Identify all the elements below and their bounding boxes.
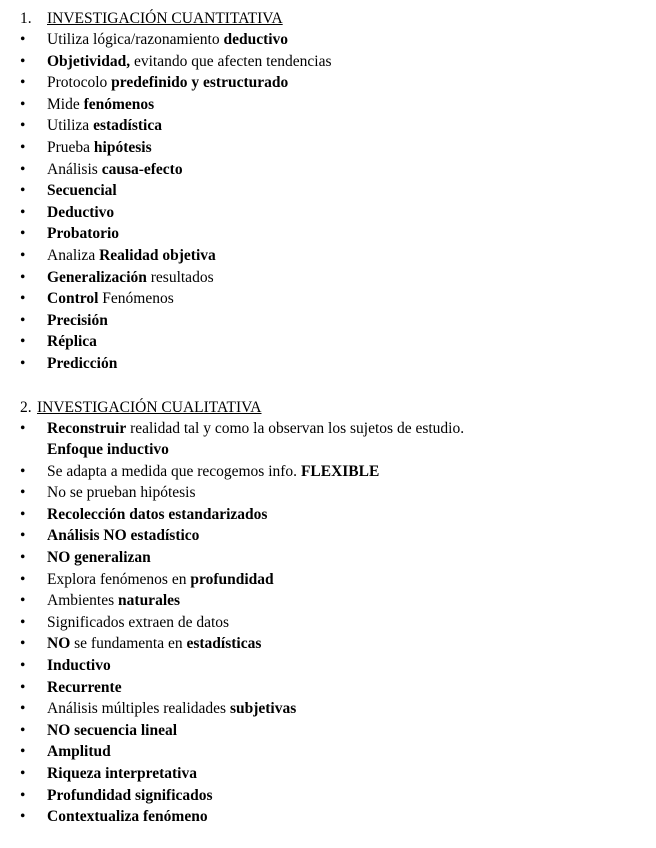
list-item [0,223,656,245]
bold-text-run: Control [47,290,99,308]
bold-text-run: NO generalizan [47,549,151,567]
bullet-icon: • [20,268,26,286]
list-item [0,353,656,375]
bold-text-run: Réplica [47,333,97,351]
bold-text-run: Enfoque inductivo [47,441,169,459]
text-run: Utiliza [47,117,94,135]
list-item-text [47,418,507,461]
list-item-text [47,463,379,480]
list-item-text [47,31,288,48]
list-item [0,245,656,267]
list-item [0,590,656,612]
text-run: Análisis múltiples realidades [47,700,230,718]
bullet-icon: • [20,290,26,308]
text-run: Fenómenos [98,290,174,308]
list-item-text [47,657,111,674]
section-2-bullet-list [0,418,656,828]
section-2-title: INVESTIGACIÓN CUALITATIVA [37,398,262,416]
bullet-icon: • [20,484,26,502]
list-item-text [47,722,177,739]
bold-text-run: Predicción [47,354,118,372]
bullet-icon: • [20,160,26,178]
bullet-icon: • [20,505,26,523]
list-item [0,785,656,807]
section-2-heading [0,397,656,418]
text-run: No se prueban hipótesis [47,484,196,502]
bold-text-run: Recurrente [47,678,122,696]
list-item-text [47,614,229,631]
list-item-text [47,96,154,113]
list-item [0,741,656,763]
bullet-icon: • [20,95,26,113]
list-item [0,612,656,634]
list-item-text [47,592,180,609]
list-item-text [47,333,97,350]
list-item-text [47,312,108,329]
bold-text-run: Contextualiza fenómeno [47,808,208,826]
bullet-icon: • [20,311,26,329]
list-item-text [47,635,261,652]
list-item-text [47,53,332,70]
list-item-text [47,549,151,566]
list-item [0,267,656,289]
list-item [0,159,656,181]
list-item-text [47,355,117,372]
list-item-text [47,808,208,825]
text-run: Mide [47,95,84,113]
text-run: Prueba [47,138,94,156]
text-run: realidad tal y como la observan los sujetos de estudio. [126,419,465,437]
section-2-number: 2. [20,398,32,416]
text-run: Significados extraen de datos [47,613,230,631]
text-run: Protocolo [47,74,112,92]
list-item [0,698,656,720]
bullet-icon: • [20,246,26,264]
list-item [0,202,656,224]
text-run: Analiza [47,246,100,264]
list-item-text [47,484,196,501]
bullet-icon: • [20,31,26,48]
bold-text-run: Recolección datos estandarizados [47,505,268,523]
bullet-icon: • [20,354,26,372]
list-item [0,29,656,51]
list-item-text [47,117,162,134]
list-item-text [47,204,114,221]
bold-text-run: naturales [118,592,181,610]
list-item-text [47,571,274,588]
section-1-heading [0,8,656,29]
bullet-icon: • [20,700,26,718]
bold-text-run: Generalización [47,268,147,286]
list-item-text [47,765,197,782]
bullet-icon: • [20,182,26,200]
bullet-icon: • [20,678,26,696]
list-item [0,655,656,677]
bold-text-run: estadística [93,117,162,135]
list-item-text [47,161,183,178]
bullet-icon: • [20,743,26,761]
list-item [0,482,656,504]
bold-text-run: Objetividad, [47,52,131,70]
list-item-text [47,743,111,760]
section-1-bullet-list [0,29,656,375]
bold-text-run: hipótesis [93,138,152,156]
bold-text-run: NO secuencia lineal [47,721,178,739]
text-run: Se adapta a medida que recogemos info. [47,462,301,480]
bullet-icon: • [20,74,26,92]
bold-text-run: Realidad objetiva [99,246,216,264]
list-item-text [47,247,216,264]
document-page [0,8,656,828]
list-item-text [47,290,174,307]
bullet-icon: • [20,721,26,739]
bullet-icon: • [20,786,26,804]
bold-text-run: predefinido y estructurado [111,74,289,92]
list-item [0,504,656,526]
list-item [0,180,656,202]
list-item [0,137,656,159]
list-item [0,633,656,655]
list-item [0,288,656,310]
section-1-number: 1. [20,10,32,27]
bullet-icon: • [20,138,26,156]
bold-text-run: profundidad [190,570,274,588]
text-run: resultados [146,268,214,286]
bullet-icon: • [20,527,26,545]
list-item-text [47,506,267,523]
bold-text-run: Reconstruir [47,419,127,437]
list-item-text [47,269,214,286]
bold-text-run: NO [47,635,71,653]
bullet-icon: • [20,203,26,221]
bullet-icon: • [20,570,26,588]
list-item-text [47,74,288,91]
list-item [0,94,656,116]
bullet-icon: • [20,657,26,675]
list-item-text [47,182,117,199]
bullet-icon: • [20,765,26,782]
list-item [0,461,656,483]
list-item [0,569,656,591]
list-item-text [47,787,213,804]
bold-text-run: Secuencial [47,182,117,200]
list-item-text [47,527,199,544]
bold-text-run: Precisión [47,311,108,329]
list-item [0,331,656,353]
text-run: evitando que afecten tendencias [130,52,332,70]
bold-text-run: FLEXIBLE [300,462,380,480]
list-item [0,525,656,547]
text-run: Análisis [47,160,102,178]
text-run: Utiliza lógica/razonamiento [47,31,224,48]
bold-text-run: Inductivo [47,657,111,675]
bold-text-run: Riqueza interpretativa [47,765,197,782]
list-item-text [47,139,152,156]
bold-text-run: Amplitud [47,743,111,761]
bullet-icon: • [20,117,26,135]
bullet-icon: • [20,333,26,351]
list-item [0,418,656,461]
list-item [0,115,656,137]
list-item-text [47,225,119,242]
bullet-icon: • [20,592,26,610]
bold-text-run: Análisis NO estadístico [47,527,200,545]
list-item [0,806,656,828]
bold-text-run: Probatorio [47,225,120,243]
bullet-icon: • [20,549,26,567]
bullet-icon: • [20,419,26,437]
bullet-icon: • [20,52,26,70]
section-1-title: INVESTIGACIÓN CUANTITATIVA [47,10,283,27]
list-item-text [47,679,122,696]
text-run: se fundamenta en [70,635,187,653]
list-item [0,547,656,569]
bold-text-run: fenómenos [83,95,155,113]
bold-text-run: subjetivas [229,700,297,718]
list-item [0,310,656,332]
bullet-icon: • [20,808,26,826]
text-run: Ambientes [47,592,119,610]
bullet-icon: • [20,613,26,631]
bullet-icon: • [20,462,26,480]
bold-text-run: deductivo [223,31,289,48]
text-run: Explora fenómenos en [47,570,191,588]
bold-text-run: Profundidad significados [47,786,213,804]
list-item [0,763,656,785]
bold-text-run: causa-efecto [101,160,183,178]
list-item [0,51,656,73]
list-item [0,72,656,94]
bold-text-run: Deductivo [47,203,115,221]
bullet-icon: • [20,635,26,653]
list-item-text [47,700,296,717]
list-item [0,677,656,699]
bold-text-run: estadísticas [186,635,262,653]
list-item [0,720,656,742]
bullet-icon: • [20,225,26,243]
